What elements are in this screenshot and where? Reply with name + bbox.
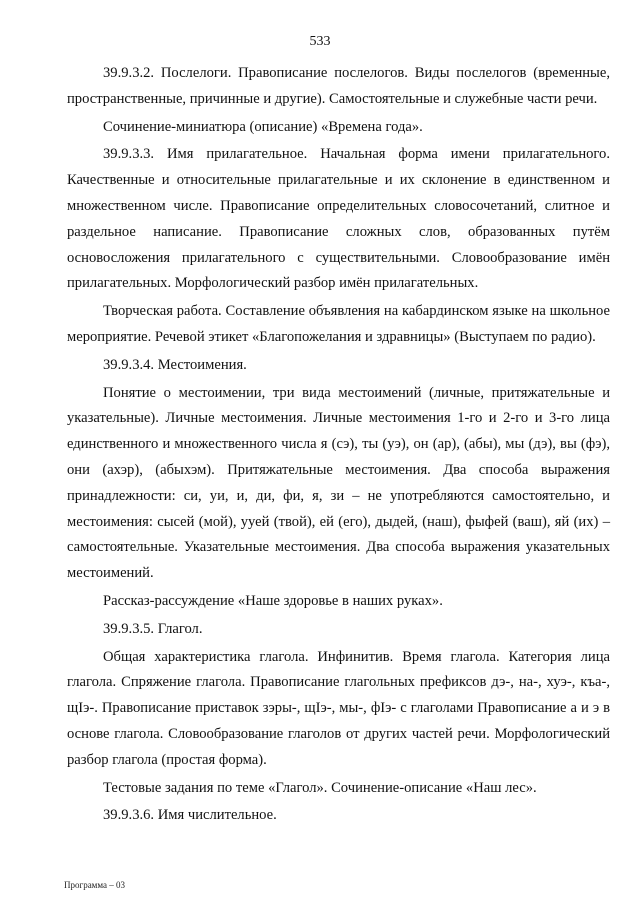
- paragraph-verb: Общая характеристика глагола. Инфинитив. Время глагола. Категория лица глагола. Спряжение глагола. Правописание глагольных префиксов дэ-, на-, хуэ-, къа-, щIэ-. Правописание приставок зэры-, щIэ-, мы-, фIэ- с глаголами Правописание а и э в основе глагола. Словообразование глаголов от других частей речи. Морфологический разбор глагола (простая форма).: [67, 648, 610, 768]
- paragraph-creative-work: Творческая работа. Составление объявления на кабардинском языке на школьное мероприятие. Речевой этикет «Благопожелания и здравницы» (Выступаем по радио).: [67, 303, 610, 345]
- page-number: 533: [309, 34, 331, 49]
- section-heading-verb: 39.9.3.5. Глагол.: [103, 620, 203, 637]
- paragraph-story-health: Рассказ-рассуждение «Наше здоровье в наших руках».: [103, 592, 443, 609]
- paragraph-pronouns: Понятие о местоимении, три вида местоимений (личные, притяжательные и указательные). Личные местоимения. Личные местоимения 1-го и 2-го и 3-го лица единственного и множественного числа я (сэ), ты (уэ), он (ар), (абы), мы (дэ), вы (фэ), они (ахэр), (абыхэм). Притяжательные местоимения. Два способа выражения принадлежности: си, уи, и, ди, фи, я, зи – не употребляются самостоятельно, и местоимения: сысей (мой), ууей (твой), ей (его), дыдей, (наш), фыфей (ваш), яй (их) – самостоятельные. Указательные местоимения. Два способа выражения указательных местоимений.: [67, 384, 610, 582]
- section-heading-pronouns: 39.9.3.4. Местоимения.: [103, 356, 247, 373]
- footer-program-label: Программа – 03: [64, 880, 126, 890]
- paragraph-essay-seasons: Сочинение-миниатюра (описание) «Времена года».: [103, 118, 423, 135]
- section-heading-numeral: 39.9.3.6. Имя числительное.: [103, 807, 277, 824]
- paragraph-adjective: 39.9.3.3. Имя прилагательное. Начальная форма имени прилагательного. Качественные и относительные прилагательные и их склонение в единственном и множественном числе. Правописание определительных словосочетаний, слитное и раздельное написание. Правописание сложных слов, образованных путём основосложения прилагательного с существительными. Словообразование имён прилагательных. Морфологический разбор имён прилагательных.: [67, 146, 610, 292]
- paragraph-verb-tests: Тестовые задания по теме «Глагол». Сочинение-описание «Наш лес».: [103, 779, 537, 796]
- page-body: [67, 61, 610, 829]
- paragraph-postpositions: 39.9.3.2. Послелоги. Правописание послелогов. Виды послелогов (временные, пространственные, причинные и другие). Самостоятельные и служебные части речи.: [67, 65, 610, 107]
